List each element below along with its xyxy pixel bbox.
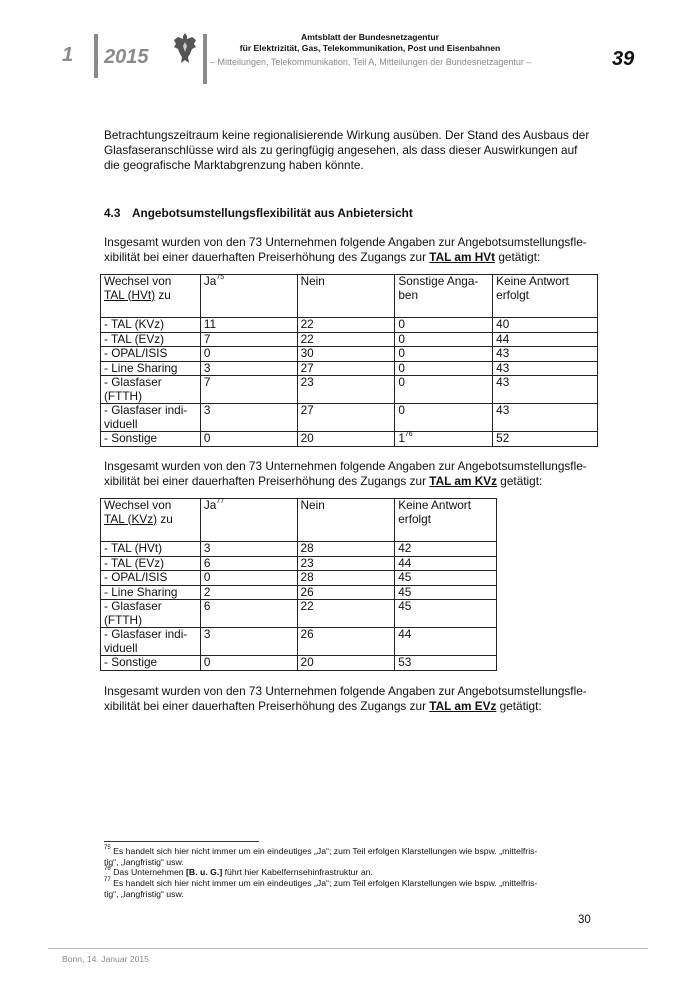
row-label: - TAL (EVz) xyxy=(101,556,201,571)
header-cell: Nein xyxy=(297,499,395,542)
journal-subtitle: – Mitteilungen, Telekommunikation, Teil A, Mitteilungen der Bundesnetzagentur – xyxy=(210,57,532,67)
cell-nein: 28 xyxy=(297,571,395,586)
cell-nein: 28 xyxy=(297,542,395,557)
table-row xyxy=(101,600,497,628)
header-text: zu xyxy=(157,511,173,526)
cell-sonstige: 0 xyxy=(395,318,493,333)
table-row xyxy=(101,656,497,671)
journal-title xyxy=(214,32,526,54)
footnote-text: führt hier Kabelfernsehinfrastruktur an. xyxy=(222,867,373,877)
header-text: ben xyxy=(398,287,419,302)
cell-nein: 20 xyxy=(297,656,395,671)
text-line: Insgesamt wurden von den 73 Unternehmen folgende Angaben zur Angebotsumstellungsfle- xyxy=(104,235,587,249)
issue-year: 2015 xyxy=(104,46,149,68)
cell-ja: 0 xyxy=(200,571,297,586)
header-cell: Nein xyxy=(297,275,395,318)
row-label: - Line Sharing xyxy=(101,585,201,600)
cell-sonstige: 0 xyxy=(395,347,493,362)
cell-ja: 6 xyxy=(200,600,297,628)
text-span: getätigt: xyxy=(496,699,542,713)
label-line: viduell xyxy=(104,640,138,655)
cell-sonstige: 0 xyxy=(395,376,493,404)
table-row xyxy=(101,332,598,347)
journal-title-line1: Amtsblatt der Bundesnetzagentur xyxy=(301,32,439,42)
header-cell xyxy=(395,499,497,542)
issue-number: 1 xyxy=(62,44,74,66)
table-row xyxy=(101,585,497,600)
row-label xyxy=(101,376,201,404)
cell-keine: 45 xyxy=(395,600,497,628)
cell-nein: 22 xyxy=(297,332,395,347)
cell-value: 1 xyxy=(398,431,405,445)
cell-nein: 26 xyxy=(297,585,395,600)
label-line: - Glasfaser indi- xyxy=(104,403,188,417)
header-text: Wechsel von xyxy=(104,498,172,512)
text-line: Betrachtungszeitraum keine regionalisierende Wirkung ausüben. Der Stand des Ausbaus der xyxy=(104,128,590,142)
cell-keine: 43 xyxy=(493,347,598,362)
header-text: TAL (KVz) xyxy=(104,511,158,526)
table-row xyxy=(101,542,497,557)
label-line: - Glasfaser xyxy=(104,599,162,613)
footnote-75 xyxy=(104,846,594,867)
text-line: Insgesamt wurden von den 73 Unternehmen folgende Angaben zur Angebotsumstellungsfle- xyxy=(104,459,587,473)
emphasis-text: TAL am EVz xyxy=(429,699,497,713)
footnote-line xyxy=(104,846,594,857)
footnote-divider xyxy=(104,841,259,842)
row-label xyxy=(101,628,201,656)
header-text: Sonstige Anga- xyxy=(398,274,479,288)
cell-keine: 45 xyxy=(395,585,497,600)
row-label: - OPAL/ISIS xyxy=(101,347,201,362)
intro-paragraph xyxy=(104,128,589,173)
table-row xyxy=(101,361,598,376)
cell-keine: 42 xyxy=(395,542,497,557)
cell-nein: 23 xyxy=(297,556,395,571)
header-text: erfolgt xyxy=(398,511,432,526)
cell-sonstige: 0 xyxy=(395,404,493,432)
header-cell xyxy=(101,499,201,542)
footnote-76 xyxy=(104,867,594,878)
footnote-emphasis: [B. u. G.] xyxy=(186,867,223,877)
footer-divider xyxy=(48,948,648,949)
emphasis-text: TAL am HVt xyxy=(429,250,496,264)
footnote-ref: 75 xyxy=(216,274,225,281)
table2-intro xyxy=(104,459,587,489)
footnote-line xyxy=(104,878,594,889)
text-span: xibilität bei einer dauerhaften Preiserhöhung des Zugangs zur xyxy=(104,474,430,488)
cell-nein: 30 xyxy=(297,347,395,362)
header-cell xyxy=(395,275,493,318)
cell-keine: 43 xyxy=(493,376,598,404)
footnote-77 xyxy=(104,878,594,899)
label-line: viduell xyxy=(104,416,138,431)
table-row xyxy=(101,347,598,362)
footer-date: Bonn, 14. Januar 2015 xyxy=(62,954,149,964)
footnote-ref: 76 xyxy=(404,431,413,438)
section-heading xyxy=(104,206,413,220)
text-line: die geografische Marktabgrenzung haben könnte. xyxy=(104,158,364,172)
cell-nein: 23 xyxy=(297,376,395,404)
cell-keine: 44 xyxy=(395,628,497,656)
label-line: (FTTH) xyxy=(104,612,142,627)
cell-ja: 3 xyxy=(200,361,297,376)
table-tal-kvz xyxy=(100,498,497,671)
federal-eagle-icon xyxy=(172,30,198,66)
cell-ja: 2 xyxy=(200,585,297,600)
cell-sonstige xyxy=(395,432,493,447)
footnote-ref: 77 xyxy=(216,498,225,505)
cell-nein: 22 xyxy=(297,318,395,333)
text-span: getätigt: xyxy=(497,474,543,488)
table-row xyxy=(101,556,497,571)
table-row xyxy=(101,376,598,404)
cell-ja: 11 xyxy=(200,318,297,333)
row-label: - TAL (HVt) xyxy=(101,542,201,557)
cell-sonstige: 0 xyxy=(395,332,493,347)
cell-ja: 7 xyxy=(200,376,297,404)
footnote-text: Das Unternehmen xyxy=(110,867,187,877)
cell-ja: 6 xyxy=(200,556,297,571)
internal-page-number: 30 xyxy=(578,914,591,926)
table3-intro xyxy=(104,684,587,714)
row-label: - Sonstige xyxy=(101,656,201,671)
text-span: xibilität bei einer dauerhaften Preiserhöhung des Zugangs zur xyxy=(104,250,430,264)
cell-nein: 26 xyxy=(297,628,395,656)
table-tal-hvt xyxy=(100,274,598,447)
footnote-number: 77 xyxy=(104,877,111,883)
text-span: xibilität bei einer dauerhaften Preiserhöhung des Zugangs zur xyxy=(104,699,430,713)
header-cell xyxy=(200,275,297,318)
cell-nein: 27 xyxy=(297,404,395,432)
section-number: 4.3 xyxy=(104,206,121,220)
cell-ja: 7 xyxy=(200,332,297,347)
header-text: zu xyxy=(155,287,171,302)
header-divider xyxy=(94,34,98,78)
cell-nein: 20 xyxy=(297,432,395,447)
header-divider xyxy=(203,34,207,84)
table-header-row xyxy=(101,275,598,318)
text-line: Insgesamt wurden von den 73 Unternehmen folgende Angaben zur Angebotsumstellungsfle- xyxy=(104,684,587,698)
row-label xyxy=(101,600,201,628)
footnote-number: 76 xyxy=(104,866,111,872)
text-line xyxy=(104,250,587,265)
row-label: - TAL (KVz) xyxy=(101,318,201,333)
text-span: getätigt: xyxy=(495,250,541,264)
cell-ja: 3 xyxy=(200,542,297,557)
cell-ja: 0 xyxy=(200,656,297,671)
header-text: Ja xyxy=(203,498,217,512)
table-row xyxy=(101,571,497,586)
table-row xyxy=(101,628,497,656)
text-line xyxy=(104,699,587,714)
label-line: - Glasfaser indi- xyxy=(104,627,188,641)
footnote-number: 75 xyxy=(104,845,111,851)
cell-ja: 3 xyxy=(200,404,297,432)
cell-nein: 22 xyxy=(297,600,395,628)
footnote-line: tig“, „langfristig“ usw. xyxy=(104,856,184,867)
header-text: erfolgt xyxy=(496,287,529,302)
header-text: TAL (HVt) xyxy=(104,287,156,302)
row-label: - Line Sharing xyxy=(101,361,201,376)
header-text: Keine Antwort xyxy=(496,274,569,288)
row-label xyxy=(101,404,201,432)
header-text: Wechsel von xyxy=(104,274,172,288)
cell-keine: 43 xyxy=(493,361,598,376)
header-cell xyxy=(200,499,297,542)
label-line: - Glasfaser xyxy=(104,375,162,389)
cell-keine: 44 xyxy=(493,332,598,347)
cell-ja: 3 xyxy=(200,628,297,656)
cell-keine: 53 xyxy=(395,656,497,671)
section-title: Angebotsumstellungsflexibilität aus Anbietersicht xyxy=(132,206,413,220)
row-label: - TAL (EVz) xyxy=(101,332,201,347)
page-number: 39 xyxy=(612,48,635,70)
table-row xyxy=(101,318,598,333)
cell-keine: 40 xyxy=(493,318,598,333)
journal-title-line2: für Elektrizität, Gas, Telekommunikation, Post und Eisenbahnen xyxy=(239,43,501,53)
cell-sonstige: 0 xyxy=(395,361,493,376)
table-row xyxy=(101,404,598,432)
text-line: Glasfaseranschlüsse wird als zu geringfügig angesehen, als dass dieser Auswirkungen auf xyxy=(104,143,578,157)
table1-intro xyxy=(104,235,587,265)
cell-nein: 27 xyxy=(297,361,395,376)
row-label: - Sonstige xyxy=(101,432,201,447)
cell-keine: 43 xyxy=(493,404,598,432)
cell-ja: 0 xyxy=(200,432,297,447)
cell-keine: 52 xyxy=(493,432,598,447)
row-label: - OPAL/ISIS xyxy=(101,571,201,586)
table-row xyxy=(101,432,598,447)
table-header-row xyxy=(101,499,497,542)
header-cell xyxy=(493,275,598,318)
footnote-line: tig“, „langfristig“ usw. xyxy=(104,888,184,899)
footnote-text: Es handelt sich hier nicht immer um ein eindeutiges „Ja“; zum Teil erfolgen Klarstellungen wie bspw. „mittelfris- xyxy=(110,846,538,856)
cell-keine: 44 xyxy=(395,556,497,571)
footnote-text: Es handelt sich hier nicht immer um ein eindeutiges „Ja“; zum Teil erfolgen Klarstellungen wie bspw. „mittelfris- xyxy=(110,878,538,888)
header-text: Ja xyxy=(203,274,217,288)
cell-ja: 0 xyxy=(200,347,297,362)
cell-keine: 45 xyxy=(395,571,497,586)
label-line: (FTTH) xyxy=(104,388,142,403)
header-text: Keine Antwort xyxy=(398,498,472,512)
emphasis-text: TAL am KVz xyxy=(429,474,498,488)
text-line xyxy=(104,474,587,489)
header-cell xyxy=(101,275,201,318)
